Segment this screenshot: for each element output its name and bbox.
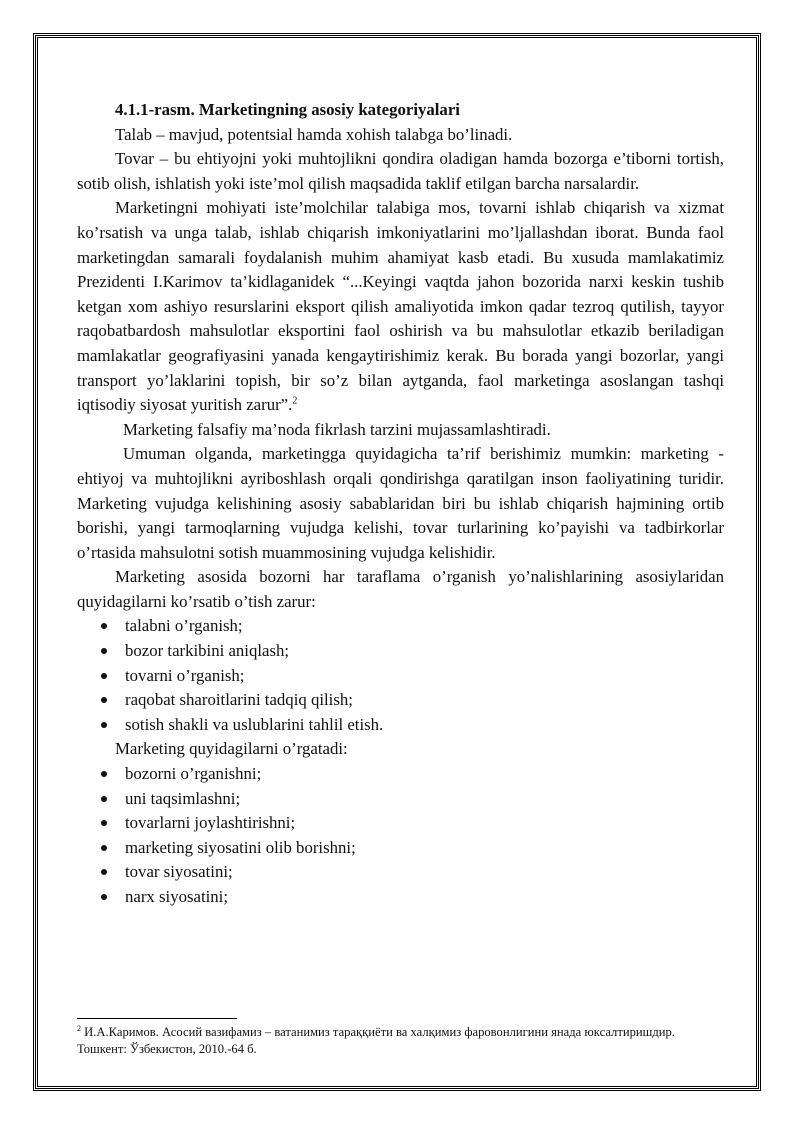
list-bozorni-organish — [77, 614, 724, 737]
paragraph-orgatadi: Marketing quyidagilarni o’rgatadi: — [115, 739, 348, 759]
list-item-text: narx siyosatini; — [125, 887, 229, 906]
list-item — [77, 787, 724, 812]
bullet-icon — [101, 648, 107, 654]
figure-caption: 4.1.1-rasm. Marketingning asosiy kategoriyalari — [115, 100, 460, 119]
list-item-text: bozorni o’rganishni; — [125, 764, 262, 784]
bullet-icon — [101, 771, 107, 777]
bullet-icon — [101, 845, 107, 851]
paragraph-mohiyati — [77, 196, 724, 417]
list-item-text: tovarni o’rganish; — [125, 665, 245, 685]
paragraph-talab: Talab – mavjud, potentsial hamda xohish talabga bo’linadi. — [115, 124, 513, 144]
list-item — [77, 713, 724, 738]
bullet-icon — [101, 623, 107, 629]
list-item — [77, 639, 724, 664]
paragraph-asosida: Marketing asosida bozorni har taraflama o’rganish yo’nalishlarining asosiylaridan quyidagilarni ko’rsatib o’tish zarur: — [77, 567, 724, 611]
list-item-text: tovar siyosatini; — [125, 862, 233, 882]
list-item — [77, 860, 724, 885]
list-marketing-orgatadi — [77, 762, 724, 910]
paragraph-mohiyati-text: Marketingni mohiyati iste’molchilar talabiga mos, tovarni ishlab chiqarish va xizmat ko’rsatish va unga talab, ishlab chiqarish imkoniyatlarini mo’ljallashdan iborat. Bunda faol marketingdan samarali foydalanish muhim ahamiyat kasb etadi. Bu xusuda mamlakatimiz Prezidenti I.Karimov ta’kidlaganidek “...Keyingi vaqtda jahon bozorida narxi keskin tushib ketgan xom ashiyo resurslarini eksport qilish amaliyotida imkon qadar tezroq qutilish, tayyor raqobatbardosh mahsulotlar eksportini faol oshirish va bu mahsulotlar etkazib beriladigan mamlakatlar geografiyasini yanada kengaytirishimiz kerak. Bu borada yangi bozorlar, yangi transport yo’laklarini topish, bir so’z bilan aytganda, faol marketinga asoslangan tashqi iqtisodiy siyosat yuritish zarur”. — [77, 198, 724, 415]
list-item-text: sotish shakli va uslublarini tahlil etish. — [125, 714, 384, 734]
footnote-text: И.А.Каримов. Асосий вазифамиз – ватанимиз тараққиёти ва халқимиз фаровонлигини янада юксалтиришдир. — [81, 1025, 675, 1039]
list-item — [77, 762, 724, 787]
footnote-separator — [77, 1018, 237, 1019]
list-item-text: bozor tarkibini aniqlash; — [125, 641, 290, 661]
list-item-text: talabni o’rganish; — [125, 616, 243, 636]
list-item — [77, 811, 724, 836]
list-item — [77, 885, 724, 910]
paragraph-umuman: Umuman olganda, marketingga quyidagicha ta’rif berishimiz mumkin: marketing - ehtiyoj va muhtojlikni ayriboshlash orqali qondirishga qaratilgan inson faoliyatining turidir. Marketing vujudga kelishining asosiy sabablaridan biri bu ishlab chiqarish hajmining ortib borishi, yangi tarmoqlarning vujudga kelishi, tovar turlarining ko’payishi va tadbirkorlar o’rtasida mahsulotni sotish muammosining vujudga kelishidir. — [77, 444, 724, 562]
footnote-reference: 2 — [292, 395, 298, 407]
bullet-icon — [101, 697, 107, 703]
bullet-icon — [101, 894, 107, 900]
footnote-line-1 — [77, 1024, 727, 1041]
list-item — [77, 664, 724, 689]
list-item-text: tovarlarni joylashtirishni; — [125, 813, 296, 833]
list-item-text: uni taqsimlashni; — [125, 788, 241, 808]
list-item-text: raqobat sharoitlarini tadqiq qilish; — [125, 690, 353, 710]
list-item-text: marketing siyosatini olib borishni; — [125, 837, 356, 857]
footnote-line-2: Тошкент: Ўзбекистон, 2010.-64 б. — [77, 1042, 257, 1056]
list-item — [77, 688, 724, 713]
paragraph-falsafiy: Marketing falsafiy ma’noda fikrlash tarzini mujassamlashtiradi. — [123, 419, 551, 439]
list-item — [77, 836, 724, 861]
bullet-icon — [101, 796, 107, 802]
paragraph-tovar: Tovar – bu ehtiyojni yoki muhtojlikni qondira oladigan hamda bozorga e’tiborni tortish, sotib olish, ishlatish yoki iste’mol qilish maqsadida taklif etilgan barcha narsalardir. — [77, 149, 724, 193]
bullet-icon — [101, 722, 107, 728]
bullet-icon — [101, 869, 107, 875]
footnote-mark: 2 — [77, 1023, 81, 1033]
bullet-icon — [101, 820, 107, 826]
document-body — [77, 98, 724, 910]
footnote — [77, 1024, 727, 1058]
list-item — [77, 614, 724, 639]
bullet-icon — [101, 673, 107, 679]
